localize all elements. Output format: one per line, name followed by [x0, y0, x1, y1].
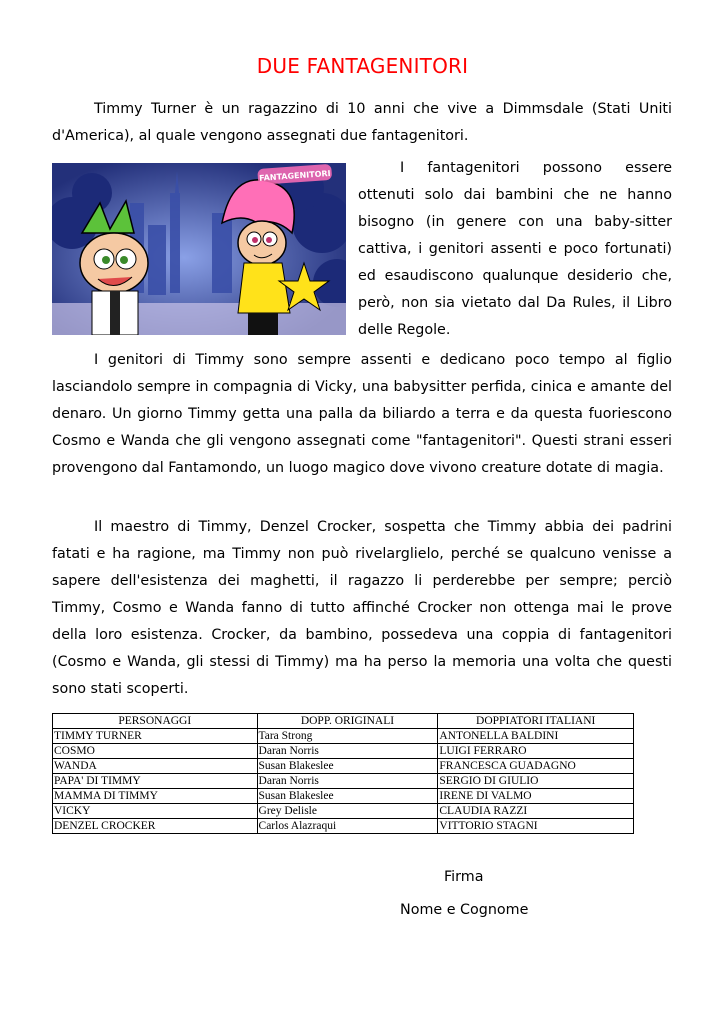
table-row [53, 819, 634, 834]
page-title: DUE FANTAGENITORI [256, 54, 469, 78]
character-cell: COSMO [53, 744, 258, 759]
original-voice-cell: Tara Strong [257, 729, 438, 744]
header-doppiatori-italiani: DOPPIATORI ITALIANI [438, 714, 634, 729]
table-row [53, 789, 634, 804]
illustration-image [52, 163, 346, 335]
name-surname-label: Nome e Cognome [400, 902, 529, 918]
table-row [53, 744, 634, 759]
intro-paragraph: Timmy Turner è un ragazzino di 10 anni che vive a Dimmsdale (Stati Uniti d'America), al quale vengono assegnati due fantagenitori. [52, 101, 672, 144]
original-voice-cell: Grey Delisle [257, 804, 438, 819]
table-row [53, 729, 634, 744]
italian-voice-cell: FRANCESCA GUADAGNO [438, 759, 634, 774]
italian-voice-cell: CLAUDIA RAZZI [438, 804, 634, 819]
table-row [53, 774, 634, 789]
original-voice-cell: Susan Blakeslee [257, 789, 438, 804]
fairy-parents-paragraph: I fantagenitori possono essere ottenuti solo dai bambini che ne hanno bisogno (in genere con una baby-sitter cattiva, i genitori assenti e poco fortunati) ed esaudiscono qualunque desiderio che, però, non sia vietato dal Da Rules, il Libro delle Regole. [358, 160, 672, 338]
table-row [53, 759, 634, 774]
voice-cast-table [52, 713, 634, 834]
table-header-row [53, 714, 634, 729]
signature-label: Firma [444, 869, 484, 885]
cartoon-illustration [52, 163, 346, 335]
header-doppiatori-originali: DOPP. ORIGINALI [257, 714, 438, 729]
illustration-logo: FANTAGENITORI [258, 168, 331, 183]
character-cell: WANDA [53, 759, 258, 774]
original-voice-cell: Daran Norris [257, 744, 438, 759]
character-cell: PAPA' DI TIMMY [53, 774, 258, 789]
original-voice-cell: Susan Blakeslee [257, 759, 438, 774]
italian-voice-cell: VITTORIO STAGNI [438, 819, 634, 834]
character-cell: DENZEL CROCKER [53, 819, 258, 834]
italian-voice-cell: LUIGI FERRARO [438, 744, 634, 759]
original-voice-cell: Carlos Alazraqui [257, 819, 438, 834]
character-cell: TIMMY TURNER [53, 729, 258, 744]
character-cell: MAMMA DI TIMMY [53, 789, 258, 804]
character-cell: VICKY [53, 804, 258, 819]
table-row [53, 804, 634, 819]
italian-voice-cell: SERGIO DI GIULIO [438, 774, 634, 789]
header-personaggi: PERSONAGGI [53, 714, 258, 729]
original-voice-cell: Daran Norris [257, 774, 438, 789]
italian-voice-cell: ANTONELLA BALDINI [438, 729, 634, 744]
parents-paragraph: I genitori di Timmy sono sempre assenti e dedicano poco tempo al figlio lasciandolo sempre in compagnia di Vicky, una babysitter perfida, cinica e amante del denaro. Un giorno Timmy getta una palla da biliardo a terra e da questa fuoriescono Cosmo e Wanda che gli vengono assegnati come "fantagenitori". Questi strani esseri provengono dal Fantamondo, un luogo magico dove vivono creature dotate di magia. [52, 352, 672, 476]
teacher-paragraph: Il maestro di Timmy, Denzel Crocker, sospetta che Timmy abbia dei padrini fatati e ha ragione, ma Timmy non può rivelarglielo, perché se qualcuno venisse a sapere dell'esistenza dei maghetti, il ragazzo li perderebbe per sempre; perciò Timmy, Cosmo e Wanda fanno di tutto affinché Crocker non ottenga mai le prove della loro esistenza. Crocker, da bambino, possedeva una coppia di fantagenitori (Cosmo e Wanda, gli stessi di Timmy) ma ha perso la memoria una volta che questi sono stati scoperti. [52, 519, 672, 697]
italian-voice-cell: IRENE DI VALMO [438, 789, 634, 804]
